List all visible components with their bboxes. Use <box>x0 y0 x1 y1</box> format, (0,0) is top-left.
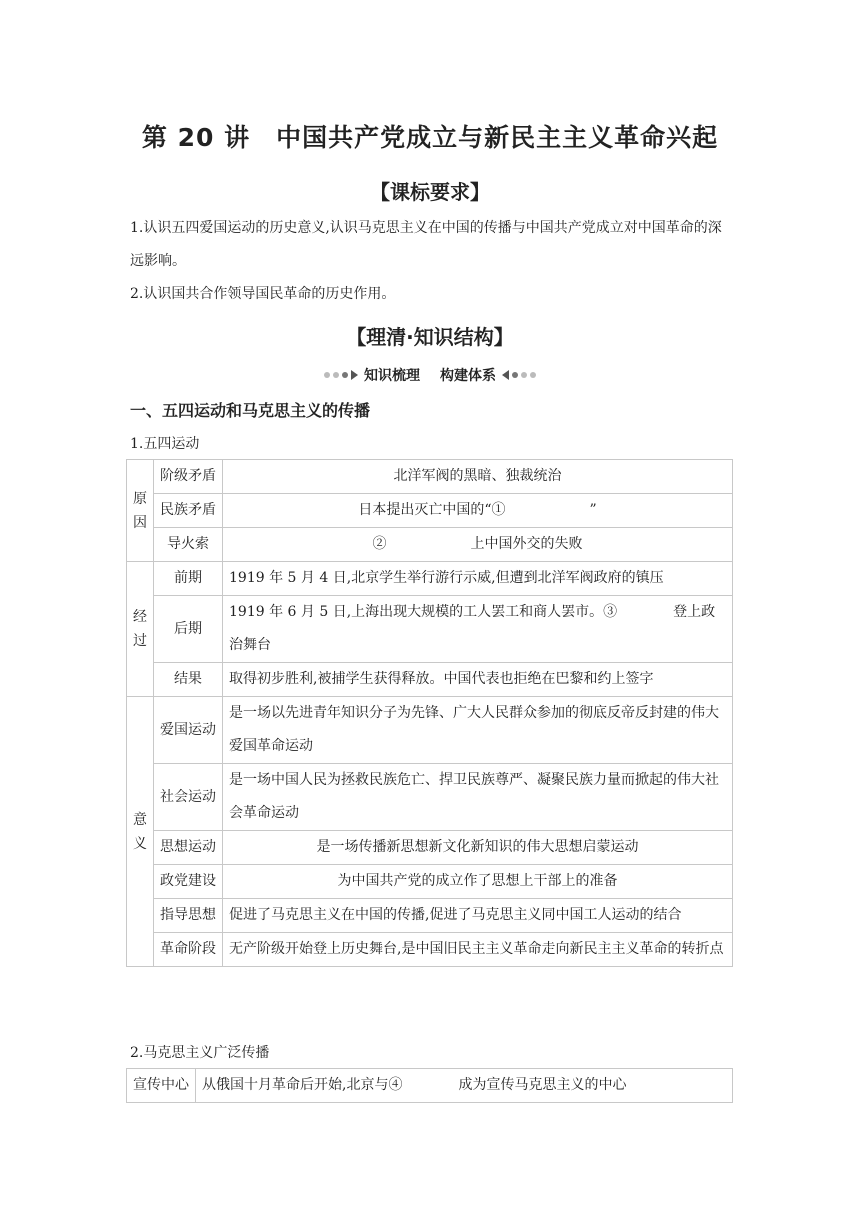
row-label: 宣传中心 <box>127 1069 196 1103</box>
row-content: 1919 年 5 月 4 日,北京学生举行游行示威,但遭到北洋军阀政府的镇压 <box>223 562 733 596</box>
row-label: 后期 <box>154 596 223 663</box>
table-row <box>127 764 733 831</box>
banner-right-text: 构建体系 <box>440 368 496 384</box>
row-content: 无产阶级开始登上历史舞台,是中国旧民主主义革命走向新民主主义革命的转折点 <box>223 933 733 967</box>
table-row <box>127 697 733 764</box>
row-label: 民族矛盾 <box>154 494 223 528</box>
page-title: 第 20 讲 中国共产党成立与新民主主义革命兴起 <box>141 123 719 152</box>
row-label: 革命阶段 <box>154 933 223 967</box>
curriculum-item-1: 1.认识五四爱国运动的历史意义,认识马克思主义在中国的传播与中国共产党成立对中国革命的深远影响。 <box>130 220 722 269</box>
group-significance: 意义 <box>127 697 154 967</box>
table-row <box>127 1069 733 1103</box>
marxism-spread-table <box>126 1068 733 1103</box>
table-row <box>127 663 733 697</box>
row-label: 政党建设 <box>154 865 223 899</box>
may-fourth-title: 1.五四运动 <box>130 436 200 452</box>
curriculum-item-2: 2.认识国共合作领导国民革命的历史作用。 <box>130 286 396 302</box>
banner-left-text: 知识梳理 <box>364 368 420 384</box>
may-fourth-table <box>126 459 733 967</box>
row-label: 结果 <box>154 663 223 697</box>
row-content: 北洋军阀的黑暗、独裁统治 <box>223 460 733 494</box>
table-row <box>127 494 733 528</box>
section-one-heading: 一、五四运动和马克思主义的传播 <box>130 401 371 420</box>
knowledge-banner <box>300 364 560 386</box>
table-row <box>127 933 733 967</box>
row-content: 为中国共产党的成立作了思想上干部上的准备 <box>223 865 733 899</box>
row-label: 导火索 <box>154 528 223 562</box>
row-label: 指导思想 <box>154 899 223 933</box>
structure-heading: 【理清·知识结构】 <box>346 325 514 349</box>
table-row <box>127 596 733 663</box>
banner-left-dots <box>324 370 358 380</box>
row-content: 是一场传播新思想新文化新知识的伟大思想启蒙运动 <box>223 831 733 865</box>
table-row <box>127 528 733 562</box>
row-label: 前期 <box>154 562 223 596</box>
curriculum-heading: 【课标要求】 <box>370 180 490 204</box>
row-content: 日本提出灭亡中国的“① ” <box>223 494 733 528</box>
marxism-spread-title: 2.马克思主义广泛传播 <box>130 1045 270 1061</box>
row-label: 爱国运动 <box>154 697 223 764</box>
banner-right-dots <box>502 370 536 380</box>
table-row <box>127 460 733 494</box>
table-row <box>127 831 733 865</box>
row-label: 思想运动 <box>154 831 223 865</box>
row-label: 阶级矛盾 <box>154 460 223 494</box>
row-content: 是一场以先进青年知识分子为先锋、广大人民群众参加的彻底反帝反封建的伟大爱国革命运动 <box>223 697 733 764</box>
row-content: 促进了马克思主义在中国的传播,促进了马克思主义同中国工人运动的结合 <box>223 899 733 933</box>
row-content: 取得初步胜利,被捕学生获得释放。中国代表也拒绝在巴黎和约上签字 <box>223 663 733 697</box>
row-content: 从俄国十月革命后开始,北京与④ 成为宣传马克思主义的中心 <box>196 1069 733 1103</box>
row-content: 1919 年 6 月 5 日,上海出现大规模的工人罢工和商人罢市。③ 登上政治舞台 <box>223 596 733 663</box>
row-label: 社会运动 <box>154 764 223 831</box>
table-row <box>127 899 733 933</box>
group-process: 经过 <box>127 562 154 697</box>
table-row <box>127 562 733 596</box>
row-content: ② 上中国外交的失败 <box>223 528 733 562</box>
group-causes: 原因 <box>127 460 154 562</box>
table-row <box>127 865 733 899</box>
row-content: 是一场中国人民为拯救民族危亡、捍卫民族尊严、凝聚民族力量而掀起的伟大社会革命运动 <box>223 764 733 831</box>
